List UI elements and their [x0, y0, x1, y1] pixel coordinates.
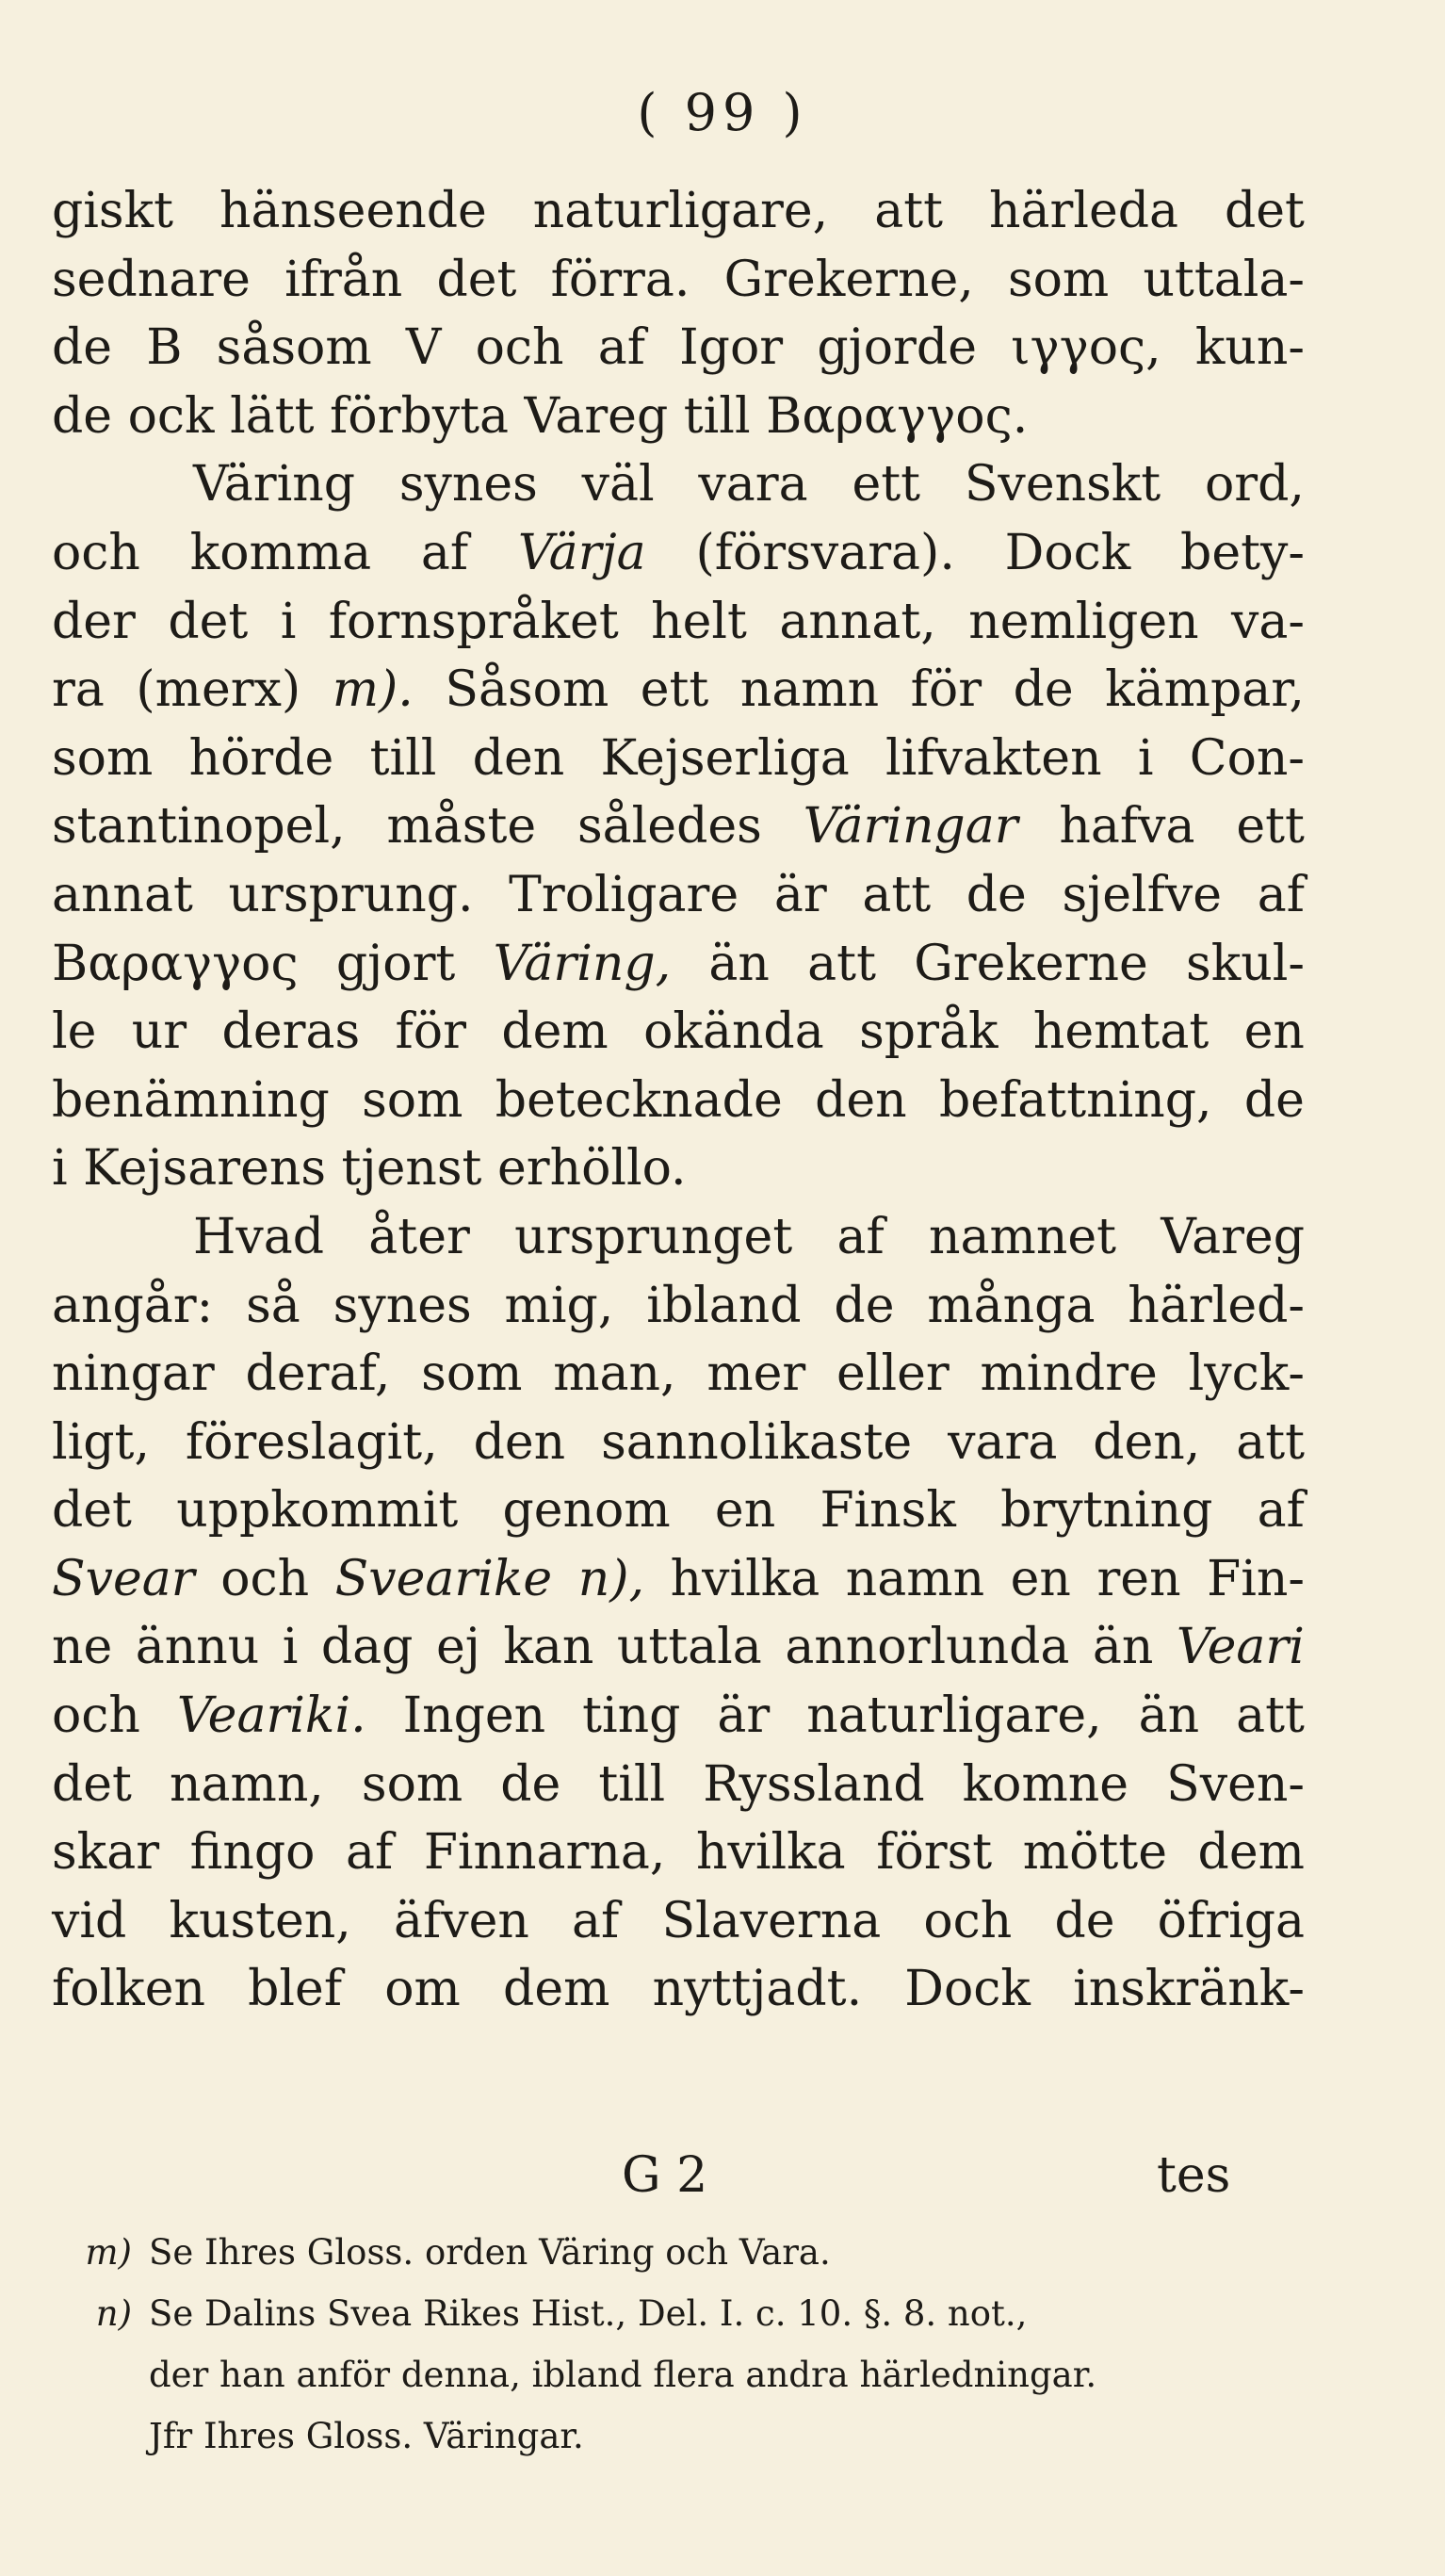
text-line: Väring synes väl vara ett Svenskt ord,	[193, 456, 1305, 514]
footnote-text: Se Ihres Gloss. orden Väring och Vara.	[149, 2232, 831, 2273]
text-line: i Kejsarens tjenst erhöllo.	[52, 1140, 687, 1198]
footnote-text: der han anför denna, ibland flera andra härledningar.	[149, 2355, 1097, 2395]
footnote-text: Se Dalins Svea Rikes Hist., Del. I. c. 10. §. 8. not.,	[149, 2293, 1028, 2334]
text-line: ne ännu i dag ej kan uttala annorlunda än Veari	[52, 1619, 1305, 1676]
signature-mark: G 2	[622, 2147, 708, 2204]
body-text	[52, 177, 1305, 2024]
catchword: tes	[1157, 2147, 1231, 2204]
text-line: Svear och Svearike n), hvilka namn en ren Fin-	[52, 1550, 1305, 1607]
footnote-text: Jfr Ihres Gloss. Väringar.	[149, 2416, 584, 2456]
footnote-mark: m)	[85, 2232, 132, 2273]
text-line: le ur deras för dem okända språk hemtat en	[52, 1003, 1305, 1061]
text-line: de Β såsom V och af Igor gjorde ιγγος, kun-	[52, 319, 1305, 377]
text-line: Hvad åter ursprunget af namnet Vareg	[193, 1208, 1305, 1265]
text-line: giskt hänseende naturligare, att härleda det	[52, 183, 1305, 239]
page-number: ( 99 )	[637, 83, 808, 142]
footnote-line	[52, 2344, 1314, 2405]
text-line: och Veariki. Ingen ting är naturligare, än att	[52, 1687, 1305, 1745]
text-line: vid kusten, äfven af Slaverna och de öfriga	[52, 1892, 1305, 1949]
text-line: sednare ifrån det förra. Grekerne, som uttala-	[52, 251, 1305, 308]
text-line: annat ursprung. Troligare är att de sjelfve af	[52, 866, 1305, 923]
text-line: skar fingo af Finnarna, hvilka först mötte dem	[52, 1824, 1305, 1882]
footnote-line	[52, 2405, 1314, 2467]
text-line: stantinopel, måste således Väringar hafva ett	[52, 798, 1305, 856]
text-line: det uppkommit genom en Finsk brytning af	[52, 1482, 1305, 1540]
text-line: ningar deraf, som man, mer eller mindre lyck-	[52, 1345, 1305, 1403]
text-line: benämning som betecknade den befattning, de	[52, 1071, 1305, 1129]
footnote-line	[52, 2283, 1314, 2344]
text-line: det namn, som de till Ryssland komne Sven-	[52, 1755, 1305, 1813]
footnote-line	[52, 2222, 1314, 2283]
text-line: der det i fornspråket helt annat, nemligen va-	[52, 593, 1305, 650]
text-line: ligt, föreslagit, den sannolikaste vara den, att	[52, 1413, 1305, 1471]
text-line: som hörde till den Kejserliga lifvakten i Con-	[52, 729, 1305, 787]
text-line: Βαραγγος gjort Väring, än att Grekerne skul-	[52, 935, 1305, 992]
text-line: och komma af Värja (försvara). Dock bety-	[52, 524, 1305, 581]
footnote-mark: n)	[95, 2293, 132, 2334]
text-line: de ock lätt förbyta Vareg till Βαραγγος.	[52, 387, 1029, 445]
footnotes	[52, 2222, 1314, 2467]
page-footer	[0, 2141, 1445, 2210]
text-line: folken blef om dem nyttjadt. Dock inskränk-	[52, 1961, 1305, 2018]
text-line: ra (merx) m). Såsom ett namn för de kämpar,	[52, 661, 1305, 719]
text-line: angår: så synes mig, ibland de många härled-	[52, 1277, 1305, 1334]
